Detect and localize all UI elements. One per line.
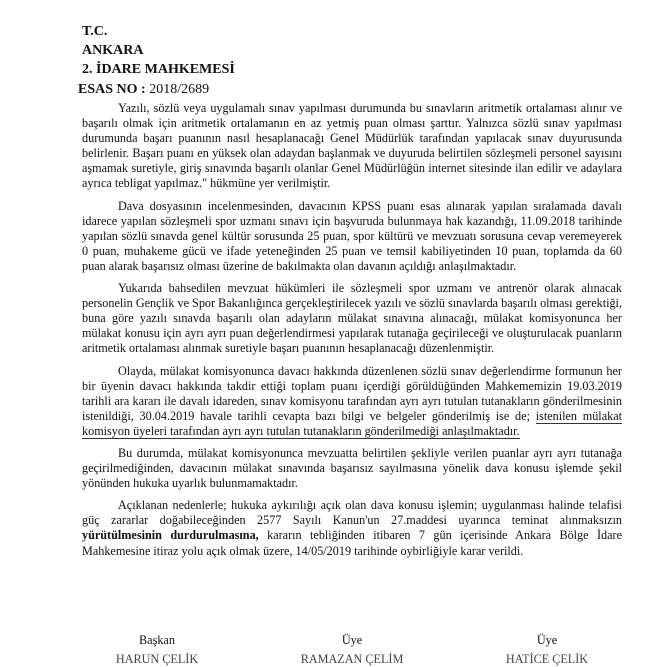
case-number [78,81,209,99]
header-court: 2. İDARE MAHKEMESİ [82,62,235,77]
signature-name-member-2: HATİCE ÇELİK [505,652,589,666]
header-city: ANKARA [82,43,144,58]
signature-title-chair: Başkan [139,633,175,647]
paragraph-3: Yukarıda bahsedilen mevzuat hükümleri ile sözleşmeli spor uzmanı ve antrenör olarak alınacak personelin Gençlik ve Spor Bakanlığınca gerçekleştirilecek yazılı ve sözlü sınavlarda başarılı olması gerektiği, buna göre yazılı sınavda başarılı olan adayların mülakat sınavına alınacağı, mülakat komisyonunca her mülakat konusu için ayrı ayrı puan değerlendirmesi yapılarak tutanağa geçirileceği ve oluşturulacak puanların aritmetik ortalaması alınmak suretiyle başarı puanının hesaplanacağı düzenlenmiştir. [82,281,622,356]
signature-name-member-1: RAMAZAN ÇELİM [300,652,404,666]
paragraph-4-text: Olayda, mülakat komisyonunca davacı hakkında düzenlenen sözlü sınav değerlendirme formunun her bir üyenin davacı hakkında takdir ettiği toplam puanı içerdiği görüldüğünden Mahkememizin 19.03.2019 tarihli ara kararı ile davalı idareden, sınav komisyonu tarafından ayrı ayrı tutulan tutanakların gönderilmesinin istenildiği, 30.04.2019 havale tarihli cevapta bazı bilgi ve belgeler gönderilmiş ise de; [82,363,622,423]
case-number-value: 2018/2689 [149,82,210,97]
case-number-label: ESAS NO : [78,82,146,97]
signature-title-member-1: Üye [341,633,363,647]
signature-title-member-2: Üye [536,633,558,647]
paragraph-6 [82,498,622,558]
signature-name-chair: HARUN ÇELİK [115,652,199,666]
paragraph-6-bold: yürütülmesinin durdurulmasına, [82,528,259,543]
court-header [82,22,235,79]
paragraph-5: Bu durumda, mülakat komisyonunca mevzuatta belirtilen şekliyle verilen puanlar ayrı ayrı tutanağa geçirilmediğinden, davacının mülakat sınavında başarısız sayılmasına yönelik dava konusu işlemde şekil yönünden hukuka uyarlık bulunmamaktadır. [82,445,622,491]
document-body [82,101,622,561]
signature-titles [82,633,622,648]
paragraph-2: Dava dosyasının incelenmesinden, davacının KPSS puanı esas alınarak yapılan sıralamada davalı idarece yapılan sözleşmeli spor uzmanı sınavı için başvuruda bulunmaya hak kazandığı, 11.09.2018 tarihinde yapılan sözlü sınavda genel kültür sorusunda 25 puan, spor kültürü ve mevzuatı sorusuna cevap veremeyerek 0 puan, muhakeme gücü ve ifade yeteneğinden 25 puan ve temsil kabiliyetinden 10 puan, toplamda da 60 puan alarak başarısız olması üzerine de bakılmakta olan davanın açıldığı anlaşılmaktadır. [82,198,622,273]
signature-names [82,652,622,667]
paragraph-4-underlined: istenilen mülakat komisyon üyeleri tarafından ayrı ayrı tutulan tutanakların gönderilmediği anlaşılmaktadır. [82,408,622,438]
paragraph-6-text: Açıklanan nedenlerle; hukuka aykırılığı açık olan dava konusu işlemin; uygulanması halinde telafisi güç zararlar doğabileceğinden 2577 Sayılı Kanun'un 27.maddesi uyarınca teminat alınmaksızın [82,498,622,528]
paragraph-4 [82,364,622,439]
paragraph-6-rest: kararın tebliğinden itibaren 7 gün içerisinde Ankara Bölge İdare Mahkemesine itiraz yolu açık olmak üzere, 14/05/2019 tarihinde oybirliğiyle karar verildi. [82,528,622,558]
paragraph-1: Yazılı, sözlü veya uygulamalı sınav yapılması durumunda bu sınavların aritmetik ortalaması alınır ve başarılı olmak için aritmetik ortalamanın en az yetmiş puan olması şarttır. Yalnızca sözlü sınav yapılması durumunda başarı puanının nasıl hesaplanacağı Genel Müdürlük tarafından yapılacak sınav duyurusunda belirlenir. Başarı puanı en yüksek olan adaydan başlanmak ve duyuruda belirtilen sözleşmeli personel sayısını aşmamak suretiyle, giriş sınavında başarılı olanlar Genel Müdürlüğün internet sitesinde ilan edilir ve adaylara ayrıca tebligat yapılmaz." hükmüne yer verilmiştir. [82,101,622,191]
header-country: T.C. [82,24,108,39]
